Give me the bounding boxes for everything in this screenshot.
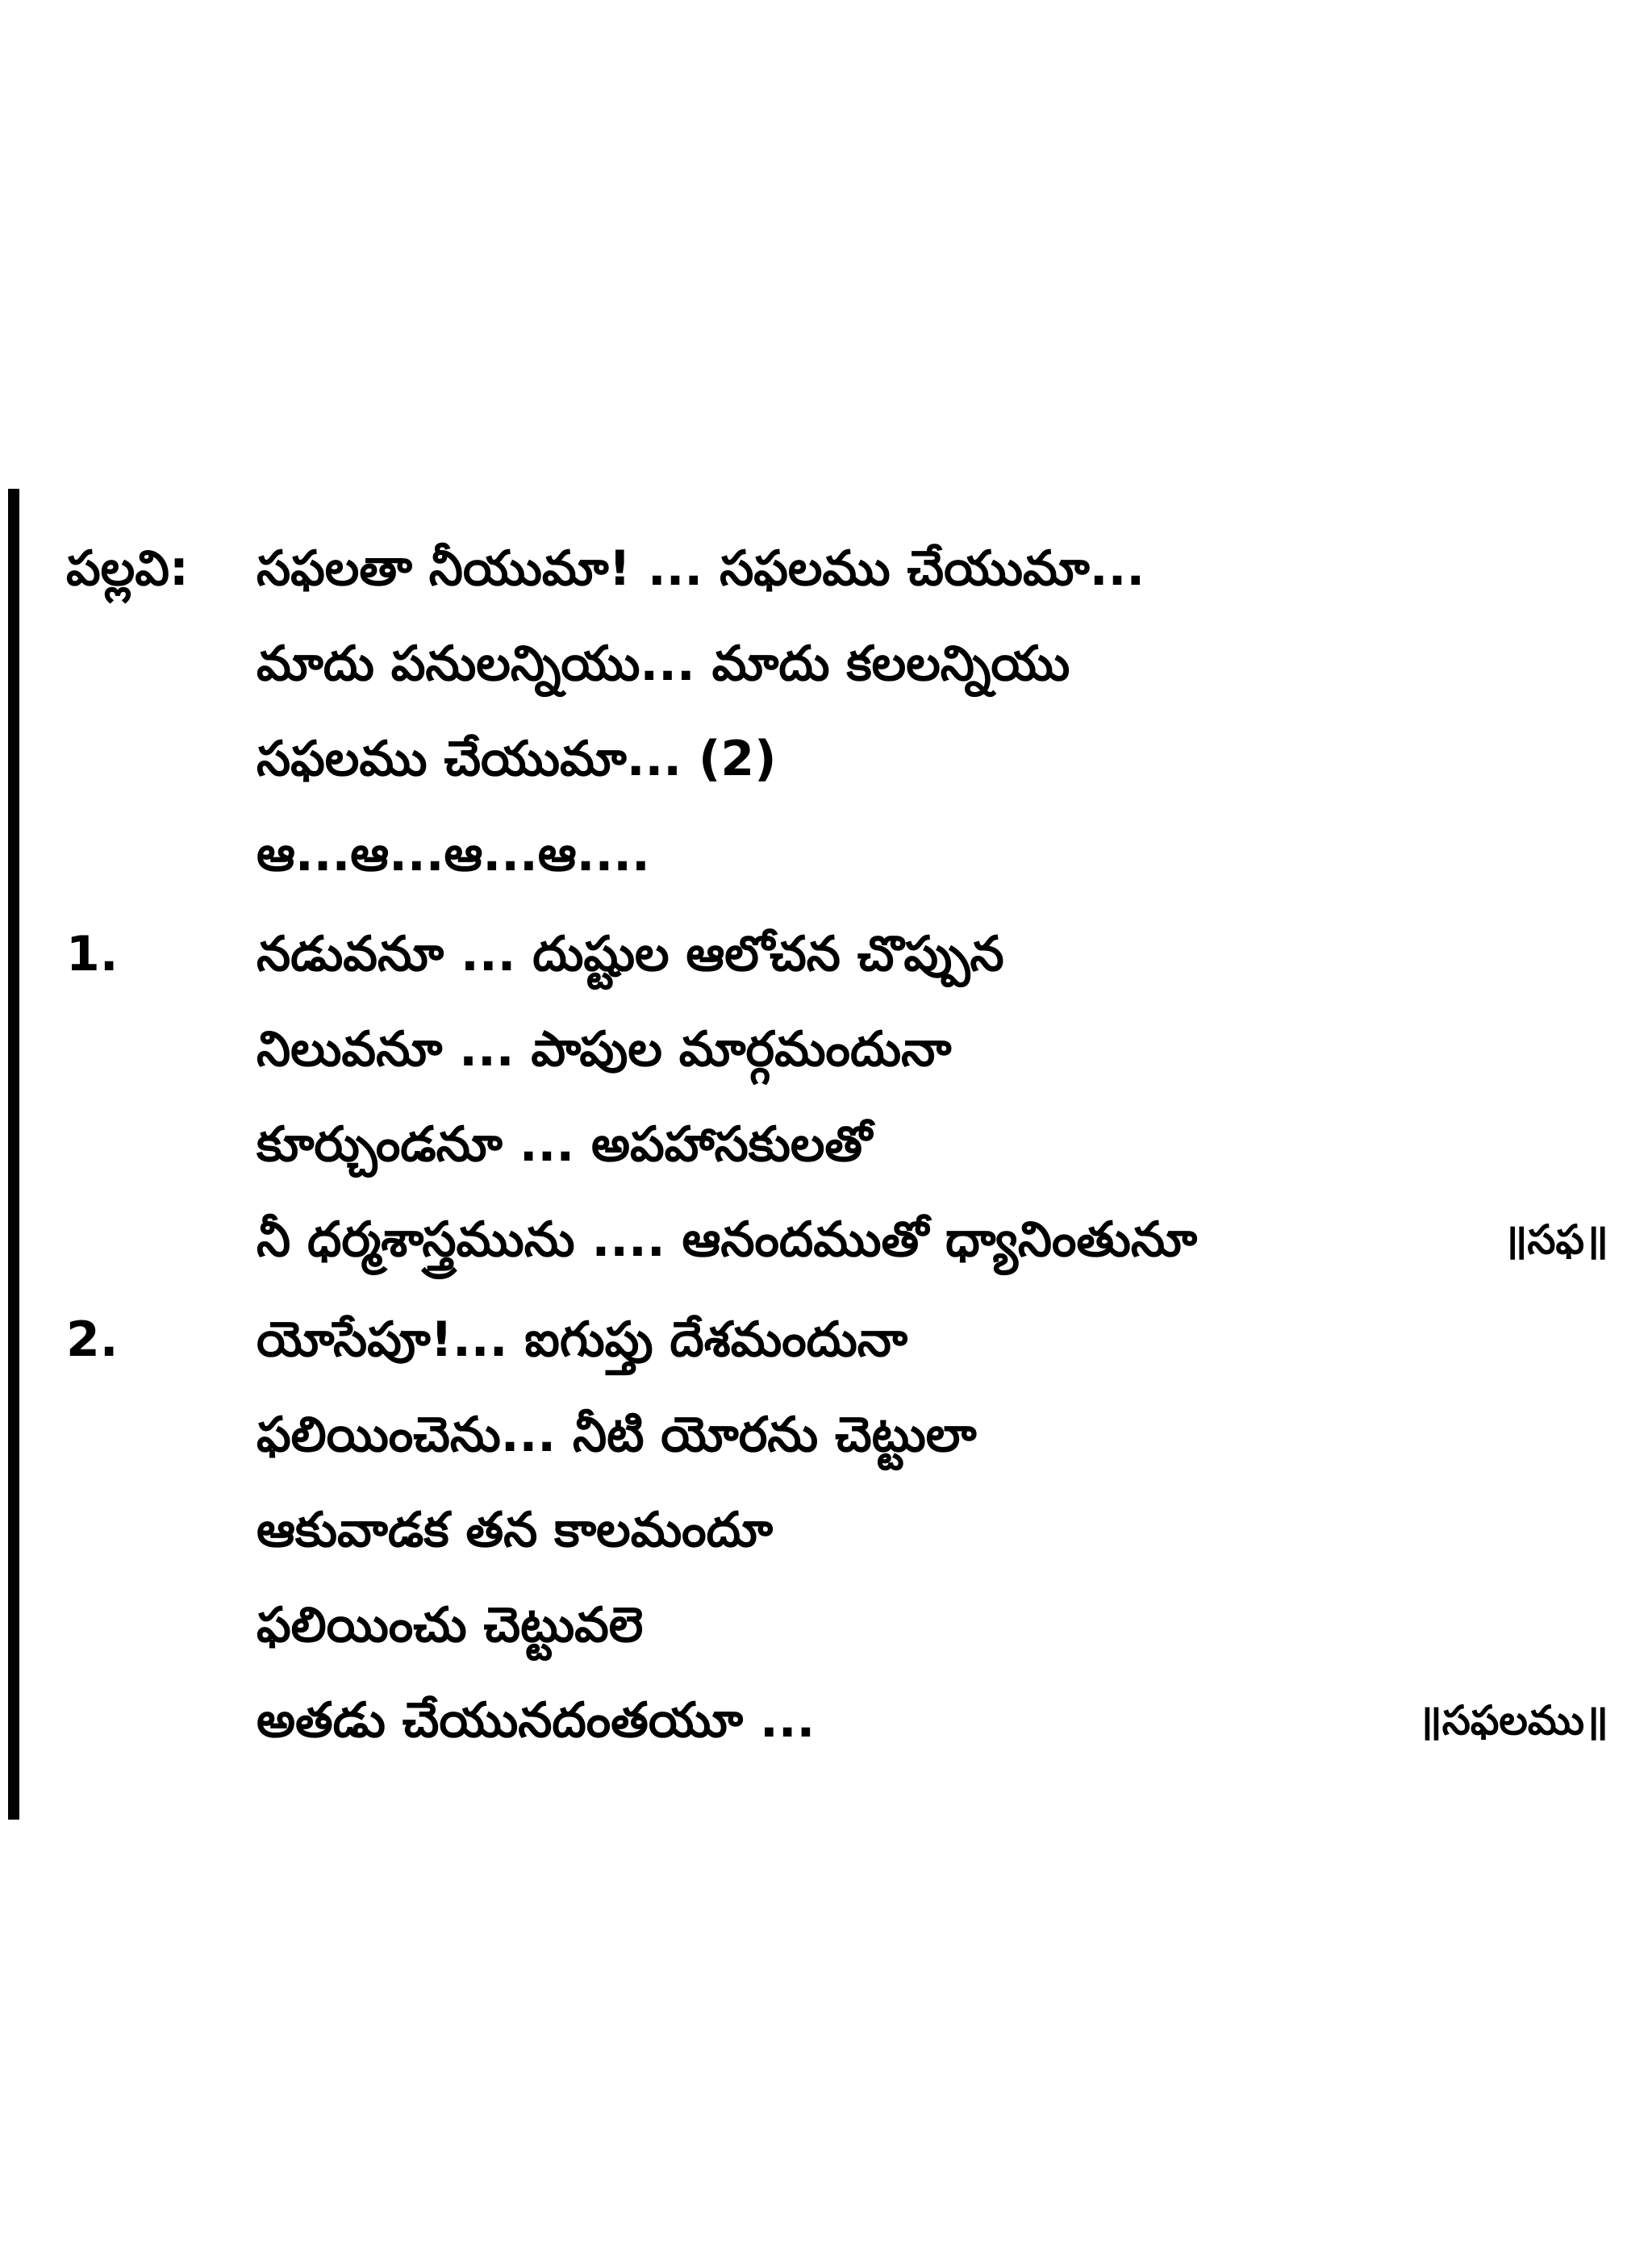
verse-2-line-4 bbox=[0, 1578, 1652, 1673]
verse-number: 2. bbox=[66, 1311, 119, 1368]
verse-1-line-3 bbox=[0, 1097, 1652, 1192]
verse-2-line-5 bbox=[0, 1673, 1652, 1768]
pallavi-line-2 bbox=[0, 616, 1652, 711]
lyric-text: అతడు చేయునదంతయూ ... bbox=[257, 1692, 816, 1749]
verse-1-line-2 bbox=[0, 1002, 1652, 1097]
lyric-text: నడువనూ ... దుష్టుల ఆలోచన చొప్పున bbox=[257, 926, 1004, 982]
pallavi-stanza bbox=[0, 521, 1652, 902]
lyric-text: ఆకువాడక తన కాలమందూ bbox=[257, 1502, 774, 1558]
pallavi-line-1 bbox=[0, 521, 1652, 616]
lyric-text: ఫలియించు చెట్టువలె bbox=[257, 1597, 644, 1653]
lyric-text: సఫలము చేయుమా... (2) bbox=[257, 731, 777, 787]
verse-2-line-3 bbox=[0, 1482, 1652, 1578]
pallavi-line-3 bbox=[0, 711, 1652, 807]
song-lyrics bbox=[0, 521, 1652, 1768]
lyric-text: మాదు పనులన్నియు... మాదు కలలన్నియు bbox=[257, 636, 1070, 692]
lyric-text: కూర్చుండనూ ... అపహాసకులతో bbox=[257, 1116, 872, 1173]
lyric-text: ఆ...ఆ...ఆ...ఆ.... bbox=[257, 826, 650, 882]
pallavi-label: పల్లవి: bbox=[66, 540, 189, 597]
verse-1-line-4 bbox=[0, 1192, 1652, 1287]
refrain-marker: ॥సఫలము॥ bbox=[1417, 1697, 1608, 1744]
verse-number: 1. bbox=[66, 926, 119, 982]
verse-1-line-1 bbox=[0, 907, 1652, 1002]
lyric-text: నీ ధర్మశాస్త్రమును .... ఆనందముతో ధ్యానింతునూ bbox=[257, 1211, 1198, 1268]
verse-2-line-1 bbox=[0, 1292, 1652, 1387]
refrain-marker: ॥సఫ॥ bbox=[1503, 1216, 1608, 1263]
lyric-text: నిలువనూ ... పాపుల మార్గమందునా bbox=[257, 1021, 952, 1078]
lyric-text: సఫలతా నీయుమా! ... సఫలము చేయుమా... bbox=[257, 540, 1145, 597]
verse-2 bbox=[0, 1292, 1652, 1768]
verse-1 bbox=[0, 907, 1652, 1287]
lyric-text: ఫలియించెను... నీటి యోరను చెట్టులా bbox=[257, 1407, 977, 1463]
verse-2-line-2 bbox=[0, 1387, 1652, 1482]
pallavi-line-4 bbox=[0, 807, 1652, 902]
lyric-text: యోసేపూ!... ఐగుప్తు దేశమందునా bbox=[257, 1311, 908, 1368]
